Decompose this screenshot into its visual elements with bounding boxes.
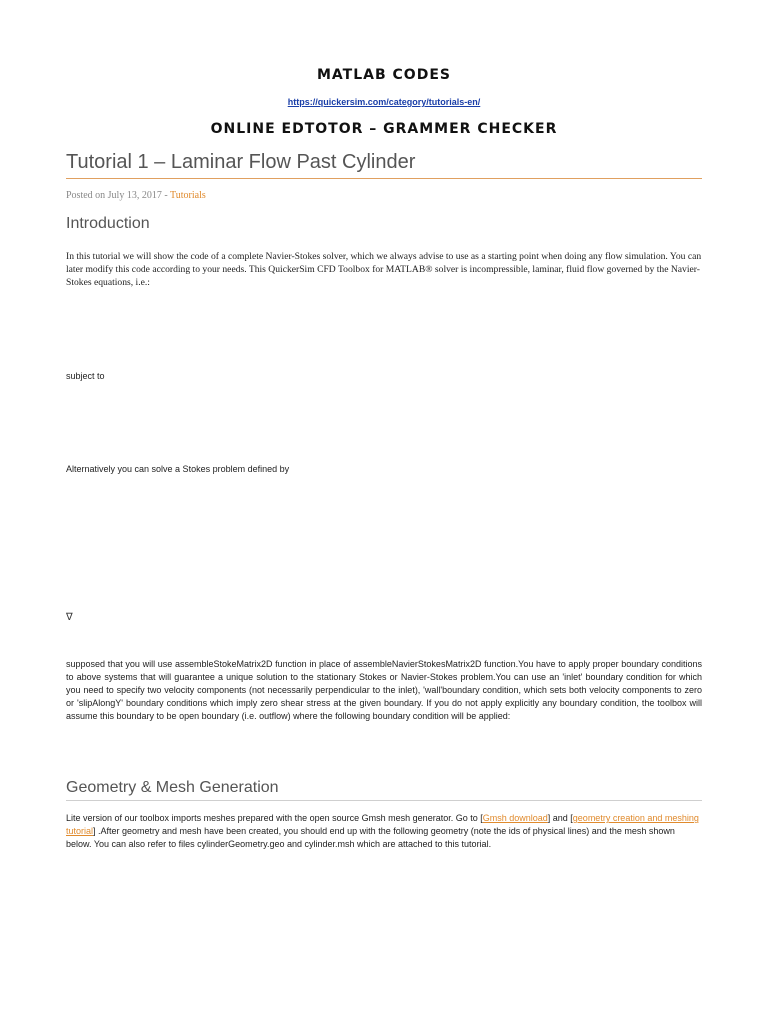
- geometry-heading: Geometry & Mesh Generation: [66, 779, 702, 801]
- document-subtitle: ONLINE EDTOTOR – GRAMMER CHECKER: [210, 121, 558, 137]
- category-link[interactable]: Tutorials: [170, 190, 206, 201]
- geometry-text-3: ] .After geometry and mesh have been created, you should end up with the following geometry (note the ids of physical lines) and the mesh shown below. You can also refer to files cylinderGeometry.geo and cylinder.msh which are attached to this tutorial.: [66, 826, 675, 849]
- geometry-text-1: Lite version of our toolbox imports meshes prepared with the open source Gmsh mesh generator. Go to [: [66, 813, 483, 823]
- geometry-paragraph: [66, 812, 702, 851]
- alternative-text: Alternatively you can solve a Stokes problem defined by: [66, 464, 290, 474]
- gmsh-download-link[interactable]: Gmsh download: [482, 813, 548, 823]
- post-meta: [66, 190, 206, 201]
- article-title: Tutorial 1 – Laminar Flow Past Cylinder: [66, 151, 702, 179]
- nabla-symbol: ∇: [66, 612, 73, 623]
- boundary-conditions-paragraph: supposed that you will use assembleStokeMatrix2D function in place of assembleNavierStokesMatrix2D function.You have to apply proper boundary conditions to above systems that will guarantee a unique solution to the stationary Stokes or Navier-Stokes problem.You can use an 'inlet' boundary condition for which you need to specify two velocity components (not necessarily perpendicular to the inlet), 'wall'boundary condition, which sets both velocity components to zero or 'slipAlongY' boundary conditions which imply zero shear stress at the given boundary. If you do not apply explicitly any boundary condition, the toolbox will assume this boundary to be open boundary (i.e. outflow) where the following boundary condition will be applied:: [66, 659, 702, 721]
- tutorials-link-line: [0, 97, 768, 107]
- introduction-heading: Introduction: [66, 215, 150, 232]
- post-date: Posted on July 13, 2017 -: [66, 190, 170, 201]
- subject-to-text: subject to: [66, 371, 105, 381]
- document-title: MATLAB CODES: [317, 67, 451, 83]
- meshing-tutorial-link[interactable]: geometry creation and meshing tutorial: [66, 813, 699, 836]
- intro-paragraph: In this tutorial we will show the code of a complete Navier-Stokes solver, which we always advise to use as a starting point when doing any flow simulation. You can later modify this code according to your needs. This QuickerSim CFD Toolbox for MATLAB® solver is incompressible, laminar, fluid flow governed by the Navier-Stokes equations, i.e.:: [66, 251, 702, 288]
- geometry-text-2: ] and [: [547, 813, 573, 823]
- tutorials-link[interactable]: https://quickersim.com/category/tutorials-en/: [287, 97, 481, 107]
